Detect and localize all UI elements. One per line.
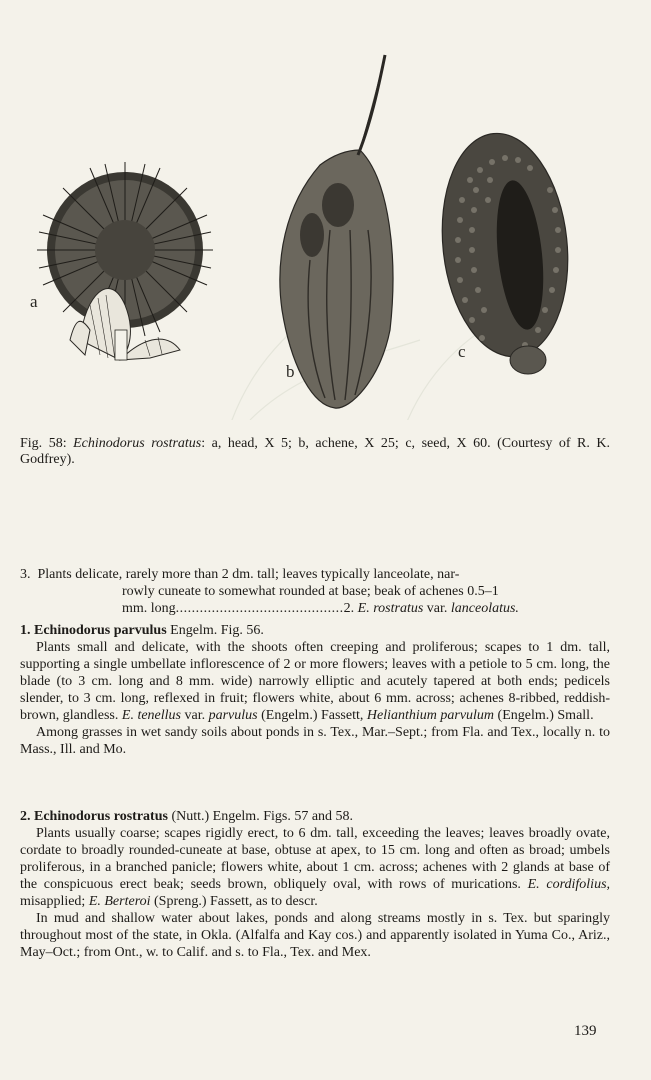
synonym-2: Helianthium parvulum (366, 708, 495, 723)
entry-number: 2. (20, 809, 31, 824)
key-couplet-3 (20, 566, 610, 617)
entry-habitat: In mud and shallow water about lakes, ponds and along streams mostly in s. Tex. but sparingly throughout most of the state, in Okla. (Alfalfa and Kay cos.) and apparently isolated in Yuma Co., Ariz., May–Oct.; from Ont., w. to Calif. and s. to Fla., Tex. and Mex. (20, 911, 610, 960)
entry-desc-text: Plants usually coarse; scapes rigidly erect, to 6 dm. tall, exceeding the leaves; leaves broadly ovate, cordate to broadly rounded-cuneate at base, obtuse at apex, to 15 cm. long and often as broad; umbels proliferous, in a branched panicle; flowers white, about 1 cm. across; achenes with 2 glands at base of the conspicuous erect beak; seeds brown, obliquely oval, with rows of murications. (20, 826, 610, 892)
key-text-1: Plants delicate, rarely more than 2 dm. tall; leaves typically lanceolate, nar- (37, 567, 460, 582)
entry-habitat: Among grasses in wet sandy soils about ponds in s. Tex., Mar.–Sept.; from Fla. and Tex., locally n. to Mass., Ill. and Mo. (20, 725, 610, 757)
caption-rest: : a, head, X 5; b, achene, X 25; c, seed, X 60. (Courtesy of R. K. Godfrey). (20, 436, 611, 467)
species-entry-rostratus (20, 808, 610, 961)
synonym-2: E. Berteroi (88, 894, 151, 909)
key-ref-varname: lanceolatus. (450, 601, 519, 616)
figure-illustration (0, 40, 651, 420)
synonym-2-author: (Engelm.) Small. (497, 708, 594, 723)
synonym-2-author: (Spreng.) Fassett, as to descr. (154, 894, 318, 909)
key-line-3 (20, 600, 610, 617)
entry-name: Echinodorus rostratus (34, 809, 168, 824)
entry-description (20, 639, 610, 724)
entry-author: Engelm. Fig. 56. (170, 623, 264, 638)
entry-number: 1. (20, 623, 31, 638)
page-number: 139 (574, 1023, 597, 1039)
entry-author: (Nutt.) Engelm. Figs. 57 and 58. (171, 809, 354, 824)
key-ref-var: var. (426, 601, 448, 616)
achene-drawing (280, 55, 393, 408)
key-leader-dots: .......................................... (175, 601, 344, 616)
synonym-1: E. tenellus (121, 708, 181, 723)
entry-heading (20, 622, 610, 639)
synonym-1-author: (Engelm.) Fassett, (261, 708, 364, 723)
key-text-3: mm. long (122, 601, 176, 616)
key-ref-species: E. rostratus (357, 601, 424, 616)
caption-prefix: Fig. 58: (20, 436, 67, 451)
key-number: 3. (20, 567, 31, 582)
key-text-2: rowly cuneate to somewhat rounded at base; beak of achenes 0.5–1 (122, 584, 499, 599)
entry-heading (20, 808, 610, 825)
head-drawing (37, 162, 213, 360)
entry-description (20, 825, 610, 910)
synonym-1-var: var. (184, 708, 206, 723)
figure-label-b: b (286, 362, 295, 381)
figure-58 (0, 40, 651, 420)
species-entry-parvulus (20, 622, 610, 758)
figure-label-a: a (30, 292, 38, 311)
synonym-1-varname: parvulus (208, 708, 258, 723)
caption-species: Echinodorus rostratus (73, 436, 202, 451)
key-ref-number: 2. (343, 601, 355, 616)
figure-caption (20, 436, 610, 468)
synonym-1: E. cordifolius, (527, 877, 611, 892)
entry-name: Echinodorus parvulus (34, 623, 167, 638)
key-line-1 (20, 566, 610, 583)
entry-desc-text: Plants small and delicate, with the shoots often creeping and proliferous; scapes to 1 dm. tall, supporting a single umbellate inflorescence of 2 or more flowers; leaves with a petiole to 5 cm. long, the blade (to 3 cm. long and 8 mm. wide) narrowly elliptic and acutely tapered at both ends; pedicels slender, to 3 cm. long, reflexed in fruit; flowers white, about 6 mm. across; achenes 8-ribbed, reddish-brown, glandless. (20, 640, 610, 723)
seed-drawing (432, 127, 579, 374)
figure-label-c: c (458, 342, 466, 361)
synonym-1-author: misapplied; (20, 894, 86, 909)
